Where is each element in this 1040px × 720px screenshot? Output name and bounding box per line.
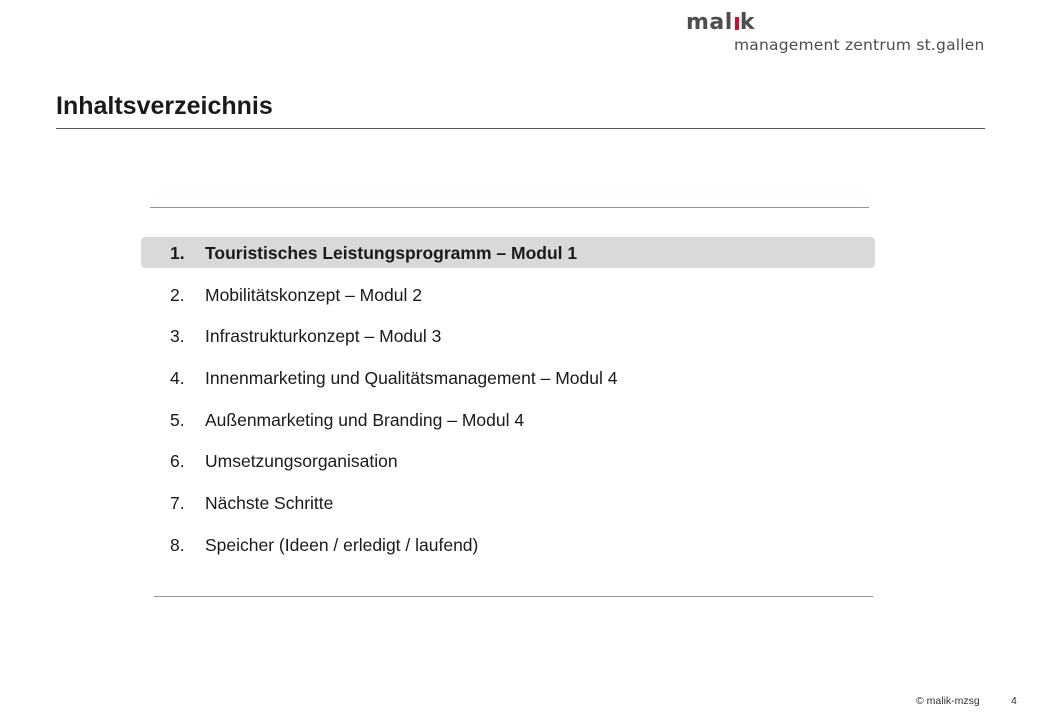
toc-item-label: Innenmarketing und Qualitätsmanagement – Modul 4: [205, 368, 618, 389]
logo-brand-right: k: [739, 10, 755, 35]
toc-item-label: Nächste Schritte: [205, 493, 334, 514]
toc-item-number: 1.: [170, 243, 185, 263]
toc-item-number: 4.: [170, 368, 185, 389]
toc-item-number: 8.: [170, 534, 185, 555]
toc-item-1[interactable]: [141, 237, 875, 279]
toc-item-4[interactable]: [141, 362, 875, 404]
toc-item-number: 3.: [170, 326, 185, 347]
page-number: 4: [1011, 695, 1017, 707]
logo-brand-left: mal: [686, 10, 733, 35]
title-underline: [56, 128, 985, 129]
toc-item-3[interactable]: [141, 320, 875, 362]
page-title: Inhaltsverzeichnis: [56, 92, 273, 120]
toc-top-divider: [150, 207, 869, 208]
toc-item-label: Touristisches Leistungsprogramm – Modul 1: [205, 243, 578, 263]
toc-item-number: 7.: [170, 493, 185, 514]
toc-item-5[interactable]: [141, 404, 875, 446]
toc-item-label: Umsetzungsorganisation: [205, 451, 398, 472]
logo-accent-bar: [735, 17, 739, 30]
toc-item-label: Mobilitätskonzept – Modul 2: [205, 284, 422, 305]
table-of-contents: [141, 237, 875, 571]
toc-item-2[interactable]: [141, 279, 875, 321]
toc-item-label: Infrastrukturkonzept – Modul 3: [205, 326, 442, 347]
toc-item-8[interactable]: [141, 529, 875, 571]
toc-item-highlight: [141, 237, 875, 268]
toc-item-number: 5.: [170, 409, 185, 430]
toc-item-7[interactable]: [141, 487, 875, 529]
footer-copyright: © malik-mzsg: [916, 695, 980, 707]
logo-brand: [686, 10, 755, 35]
toc-item-number: 6.: [170, 451, 185, 472]
toc-item-number: 2.: [170, 284, 185, 305]
company-logo: [686, 10, 986, 58]
logo-subtitle: management zentrum st.gallen: [734, 36, 985, 54]
toc-item-label: Außenmarketing und Branding – Modul 4: [205, 409, 525, 430]
toc-item-6[interactable]: [141, 445, 875, 487]
toc-bottom-divider: [154, 596, 873, 597]
toc-item-label: Speicher (Ideen / erledigt / laufend): [205, 534, 479, 555]
